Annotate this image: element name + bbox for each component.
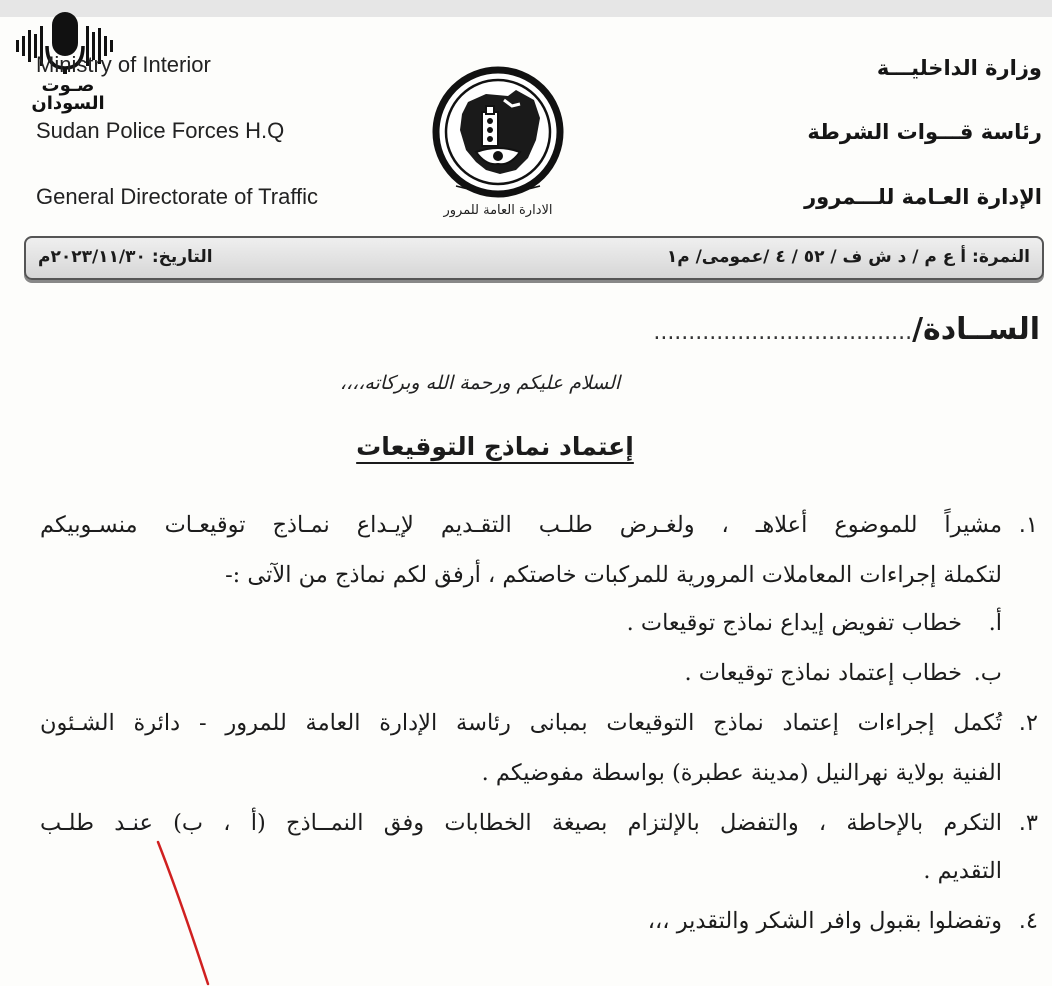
p2-number: ٢. xyxy=(1018,710,1038,736)
reference-number: النمرة: أ ع م / د ش ف / ٥٢ / ٤ /عمومى/ م١ xyxy=(666,247,1030,267)
p2-line1: تُكمل إجراءات إعتماد نماذج التوقيعات بمبانى رئاسة الإدارة العامة للمرور - دائرة الشـئون xyxy=(40,710,1002,736)
watermark-text: صـوت السودان xyxy=(31,75,105,114)
item-b-label: ب. xyxy=(973,660,1002,686)
p4-line1: وتفضلوا بقبول وافر الشكر والتقدير ،،، xyxy=(647,908,1002,934)
p3-line2: التقديم . xyxy=(923,858,1002,884)
p1-line2: لتكملة إجراءات المعاملات المرورية للمركبات خاصتكم ، أرفق لكم نماذج من الآتى :- xyxy=(225,562,1002,588)
subject-title: إعتماد نماذج التوقيعات xyxy=(356,432,634,461)
item-b-text: خطاب إعتماد نماذج توقيعات . xyxy=(684,660,962,686)
top-margin-strip xyxy=(0,0,1052,17)
police-forces-english: Sudan Police Forces H.Q xyxy=(36,118,285,143)
addressee-dots: ..................................... xyxy=(653,320,913,345)
p1-number: ١. xyxy=(1018,512,1038,538)
p2-line2: الفنية بولاية نهرالنيل (مدينة عطبرة) بواسطة مفوضيكم . xyxy=(481,760,1002,786)
p3-number: ٣. xyxy=(1018,810,1038,836)
traffic-directorate-english: General Directorate of Traffic xyxy=(36,184,319,209)
traffic-directorate-emblem xyxy=(416,66,580,226)
p4-number: ٤. xyxy=(1018,908,1038,934)
item-a-text: خطاب تفويض إيداع نماذج توقيعات . xyxy=(626,610,962,636)
greeting: السلام عليكم ورحمة الله وبركاته،،،، xyxy=(339,372,621,394)
emblem-caption: الادارة العامة للمرور xyxy=(443,203,553,218)
p3-line1: التكرم بالإحاطة ، والتفضل بالإلتزام بصيغة الخطابات وفق النمــاذج (أ ، ب) عنـد طلـب xyxy=(40,810,1002,836)
traffic-directorate-arabic: الإدارة العـامة للـــمرور xyxy=(804,185,1042,209)
ministry-arabic: وزارة الداخليـــة xyxy=(876,56,1042,80)
red-pen-mark xyxy=(150,838,230,986)
reference-bar xyxy=(24,236,1044,280)
ministry-english: Ministry of Interior xyxy=(36,52,211,77)
p1-line1: مشيراً للموضوع أعلاهـ ، ولغـرض طلـب التقـديم لإيـداع نمـاذج توقيعـات منسـوبيكم xyxy=(40,512,1002,538)
item-a-label: أ. xyxy=(988,610,1002,636)
police-forces-arabic: رئاسة قـــوات الشرطة xyxy=(807,120,1042,144)
addressee-line xyxy=(653,312,1040,347)
addressee-label: الســادة/ xyxy=(912,312,1040,347)
reference-date: التاريخ: ٢٠٢٣/١١/٣٠م xyxy=(38,247,213,267)
